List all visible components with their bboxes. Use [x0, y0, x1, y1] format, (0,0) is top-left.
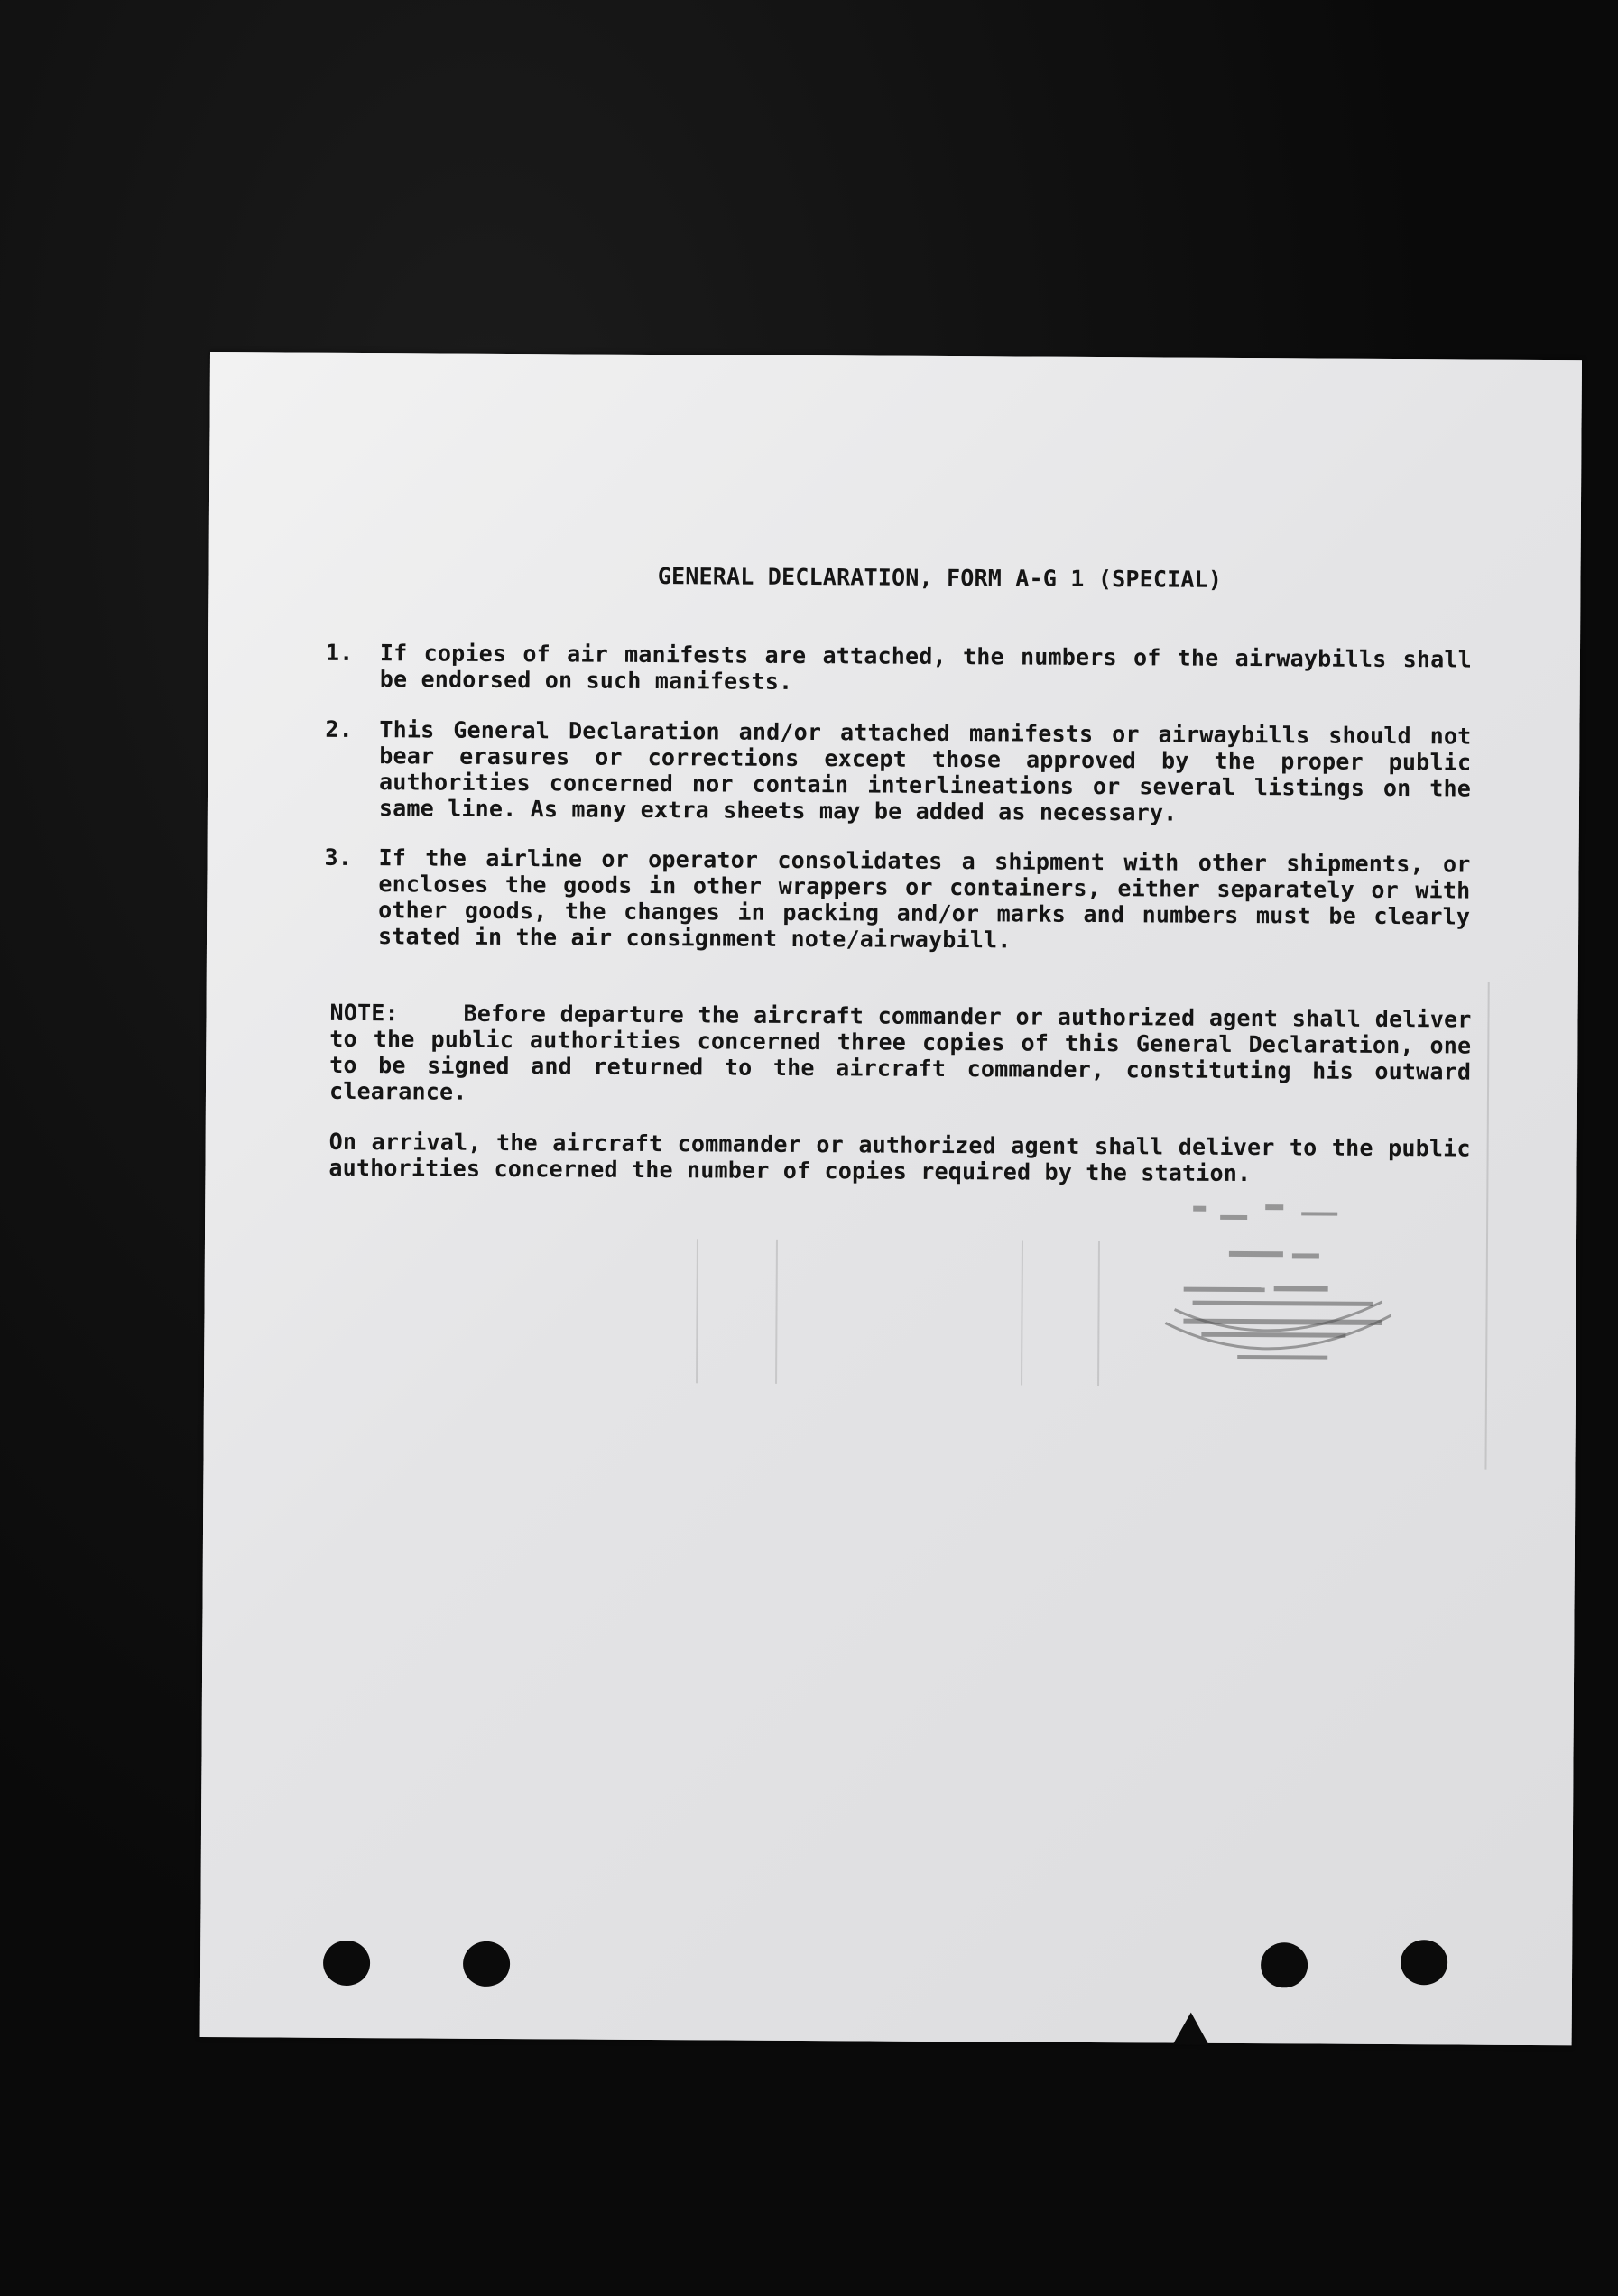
instruction-text: If the airline or operator consolidates a shipment with other shipments, or encloses the goods in other wrappers or containers, either separately or with other goods, the changes in packing and/or marks and numbers must be clearly stated in the air consignment note/airwaybill.: [377, 844, 1471, 954]
punch-hole: [1261, 1942, 1308, 1987]
punch-hole: [463, 1941, 510, 1987]
instruction-number: 1.: [325, 639, 354, 666]
punch-hole: [1401, 1940, 1447, 1985]
faded-stamp-icon: [1129, 1187, 1419, 1397]
instruction-item-1: [326, 640, 1472, 699]
note-paragraph: [329, 1000, 1472, 1111]
document-page: [200, 352, 1582, 2045]
instruction-item-2: [325, 716, 1472, 828]
instruction-number: 2.: [325, 715, 354, 742]
instruction-text: If copies of air manifests are attached, the numbers of the airwaybills shall be endorsed on such manifests.: [379, 640, 1473, 695]
arrival-text: On arrival, the aircraft commander or authorized agent shall deliver to the public authorities concerned the number of copies required by the station.: [328, 1128, 1471, 1187]
punch-hole: [323, 1941, 370, 1986]
note-text: Before departure the aircraft commander or authorized agent shall deliver to the public authorities concerned three copies of this General Declaration, one to be signed and returned to the aircraft commander, constituting his outward clearance.: [328, 1000, 1472, 1105]
instruction-number: 3.: [324, 844, 353, 871]
instruction-item-3: [324, 844, 1471, 956]
document-title-text: GENERAL DECLARATION, FORM A-G 1 (SPECIAL): [657, 563, 1223, 593]
instruction-text: This General Declaration and/or attached manifests or airwaybills should not bear erasures or corrections except those approved by the proper public authorities concerned nor contain interlineations or several listings on the same line. As many extra sheets may be added as necessary.: [378, 716, 1472, 826]
note-label: NOTE:: [329, 999, 399, 1027]
paper-notch: [1173, 2013, 1209, 2045]
arrival-paragraph: [328, 1129, 1470, 1188]
